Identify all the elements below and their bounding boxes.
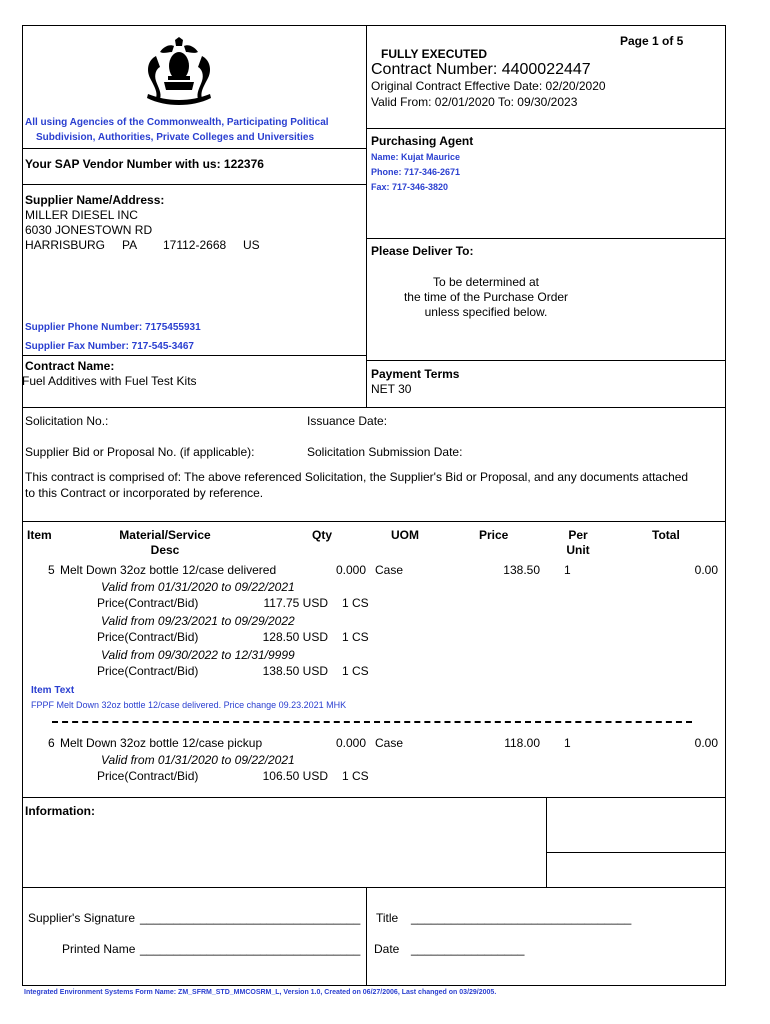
line6-uom: Case bbox=[375, 736, 404, 750]
line5-valid-1: Valid from 01/31/2020 to 09/22/2021 bbox=[101, 580, 295, 594]
col-per-2: Unit bbox=[566, 543, 590, 557]
line5-valid-3: Valid from 09/30/2022 to 12/31/9999 bbox=[101, 648, 295, 662]
line5-unit-3: 1 CS bbox=[342, 664, 369, 678]
rule bbox=[22, 797, 726, 798]
header-divider bbox=[366, 25, 367, 408]
line6-valid-1: Valid from 01/31/2020 to 09/22/2021 bbox=[101, 753, 295, 767]
supplier-phone: Supplier Phone Number: 7175455931 bbox=[25, 322, 201, 333]
line5-valid-2: Valid from 09/23/2021 to 09/29/2022 bbox=[101, 614, 295, 628]
item-text: FPPF Melt Down 32oz bottle 12/case delivered. Price change 09.23.2021 MHK bbox=[31, 700, 347, 710]
line5-price-label-1: Price(Contract/Bid) bbox=[97, 596, 199, 610]
supplier-zip: 17112-2668 bbox=[163, 238, 227, 252]
line5-price-1: 117.75 USD bbox=[263, 596, 328, 610]
contract-name-value: Fuel Additives with Fuel Test Kits bbox=[22, 374, 197, 388]
rule bbox=[546, 797, 547, 888]
line5-uom: Case bbox=[375, 563, 404, 577]
deliver-line-1: To be determined at bbox=[432, 275, 540, 289]
printed-name-label: Printed Name bbox=[62, 942, 136, 956]
col-total: Total bbox=[652, 528, 680, 542]
col-per-1: Per bbox=[568, 528, 588, 542]
deliver-heading: Please Deliver To: bbox=[371, 244, 474, 258]
original-effective-date: Original Contract Effective Date: 02/20/2020 bbox=[371, 79, 606, 93]
agencies-line-1: All using Agencies of the Commonwealth, Participating Political bbox=[25, 117, 329, 128]
agent-name: Name: Kujat Maurice bbox=[371, 152, 461, 162]
line5-price-label-2: Price(Contract/Bid) bbox=[97, 630, 199, 644]
supplier-signature-label: Supplier's Signature bbox=[28, 911, 136, 925]
supplier-signature-line[interactable]: _________________________________ bbox=[140, 911, 361, 925]
vendor-number: Your SAP Vendor Number with us: 122376 bbox=[25, 157, 264, 171]
comprised-line-2: to this Contract or incorporated by reference. bbox=[25, 486, 264, 500]
contract-name-heading: Contract Name: bbox=[25, 359, 115, 373]
line6-item: 6 bbox=[48, 736, 55, 750]
contract-number: Contract Number: 4400022447 bbox=[371, 61, 591, 78]
rule bbox=[22, 521, 726, 522]
agent-phone: Phone: 717-346-2671 bbox=[371, 167, 461, 177]
rule bbox=[22, 184, 367, 185]
rule bbox=[366, 128, 726, 129]
information-heading: Information: bbox=[25, 804, 95, 818]
form-footer: Integrated Environment Systems Form Name: ZM_SFRM_STD_MMCOSRM_L, Version 1.0, Created on 06/27/2006, Last changed on 03/29/2005. bbox=[24, 989, 497, 996]
line6-qty: 0.000 bbox=[336, 736, 367, 750]
item-separator bbox=[52, 721, 692, 723]
frame-left bbox=[22, 25, 23, 986]
rule bbox=[22, 148, 367, 149]
submission-date: Solicitation Submission Date: bbox=[307, 445, 463, 459]
rule bbox=[366, 360, 726, 361]
printed-name-line[interactable]: _________________________________ bbox=[140, 942, 361, 956]
supplier-state: PA bbox=[122, 238, 138, 252]
line6-price: 118.00 bbox=[504, 736, 540, 750]
rule bbox=[366, 238, 726, 239]
col-qty: Qty bbox=[312, 528, 333, 542]
frame-top bbox=[22, 25, 726, 26]
page-number: Page 1 of 5 bbox=[620, 34, 684, 48]
line5-unit-1: 1 CS bbox=[342, 596, 369, 610]
supplier-street: 6030 JONESTOWN RD bbox=[25, 223, 153, 237]
valid-range: Valid From: 02/01/2020 To: 09/30/2023 bbox=[371, 95, 578, 109]
rule bbox=[366, 887, 367, 986]
col-price: Price bbox=[479, 528, 509, 542]
commonwealth-seal-icon bbox=[138, 36, 220, 106]
col-item: Item bbox=[27, 528, 52, 542]
title-line[interactable]: _________________________________ bbox=[411, 911, 632, 925]
title-label: Title bbox=[376, 911, 399, 925]
payment-heading: Payment Terms bbox=[371, 367, 460, 381]
frame-right bbox=[725, 25, 726, 986]
date-label: Date bbox=[374, 942, 400, 956]
bid-no: Supplier Bid or Proposal No. (if applicable): bbox=[25, 445, 255, 459]
line5-price: 138.50 bbox=[503, 563, 540, 577]
frame-bottom bbox=[22, 985, 726, 986]
agencies-line-2: Subdivision, Authorities, Private Colleges and Universities bbox=[36, 132, 315, 143]
rule bbox=[22, 887, 726, 888]
date-line[interactable]: _________________ bbox=[411, 942, 525, 956]
line6-per: 1 bbox=[564, 736, 571, 750]
supplier-fax: Supplier Fax Number: 717-545-3467 bbox=[25, 341, 194, 352]
col-material-1: Material/Service bbox=[119, 528, 211, 542]
line5-qty: 0.000 bbox=[336, 563, 367, 577]
supplier-city: HARRISBURG bbox=[25, 238, 106, 252]
supplier-heading: Supplier Name/Address: bbox=[25, 193, 165, 207]
line5-price-3: 138.50 USD bbox=[262, 664, 328, 678]
line6-unit-1: 1 CS bbox=[342, 769, 369, 783]
line5-per: 1 bbox=[564, 563, 571, 577]
rule bbox=[546, 852, 726, 853]
supplier-name: MILLER DIESEL INC bbox=[25, 208, 138, 222]
line6-desc: Melt Down 32oz bottle 12/case pickup bbox=[60, 736, 263, 750]
line6-total: 0.00 bbox=[694, 736, 718, 750]
item-text-label: Item Text bbox=[31, 685, 75, 696]
deliver-line-2: the time of the Purchase Order bbox=[403, 290, 569, 304]
solicitation-no: Solicitation No.: bbox=[25, 414, 109, 428]
comprised-line-1: This contract is comprised of: The above referenced Solicitation, the Supplier's Bid or Proposal, and any documents attached bbox=[25, 470, 689, 484]
line6-price-label-1: Price(Contract/Bid) bbox=[97, 769, 199, 783]
deliver-line-3: unless specified below. bbox=[424, 305, 548, 319]
line6-price-1: 106.50 USD bbox=[262, 769, 328, 783]
rule bbox=[22, 355, 367, 356]
supplier-country: US bbox=[243, 238, 260, 252]
line5-desc: Melt Down 32oz bottle 12/case delivered bbox=[60, 563, 277, 577]
agent-fax: Fax: 717-346-3820 bbox=[371, 182, 449, 192]
line5-unit-2: 1 CS bbox=[342, 630, 369, 644]
issuance-date: Issuance Date: bbox=[307, 414, 388, 428]
col-material-2: Desc bbox=[150, 543, 180, 557]
agent-heading: Purchasing Agent bbox=[371, 134, 474, 148]
col-uom: UOM bbox=[391, 528, 419, 542]
line5-total: 0.00 bbox=[694, 563, 718, 577]
payment-value: NET 30 bbox=[371, 382, 412, 396]
contract-status: FULLY EXECUTED bbox=[381, 47, 488, 61]
line5-price-label-3: Price(Contract/Bid) bbox=[97, 664, 199, 678]
rule bbox=[22, 407, 726, 408]
line5-item: 5 bbox=[48, 563, 55, 577]
line5-price-2: 128.50 USD bbox=[262, 630, 328, 644]
